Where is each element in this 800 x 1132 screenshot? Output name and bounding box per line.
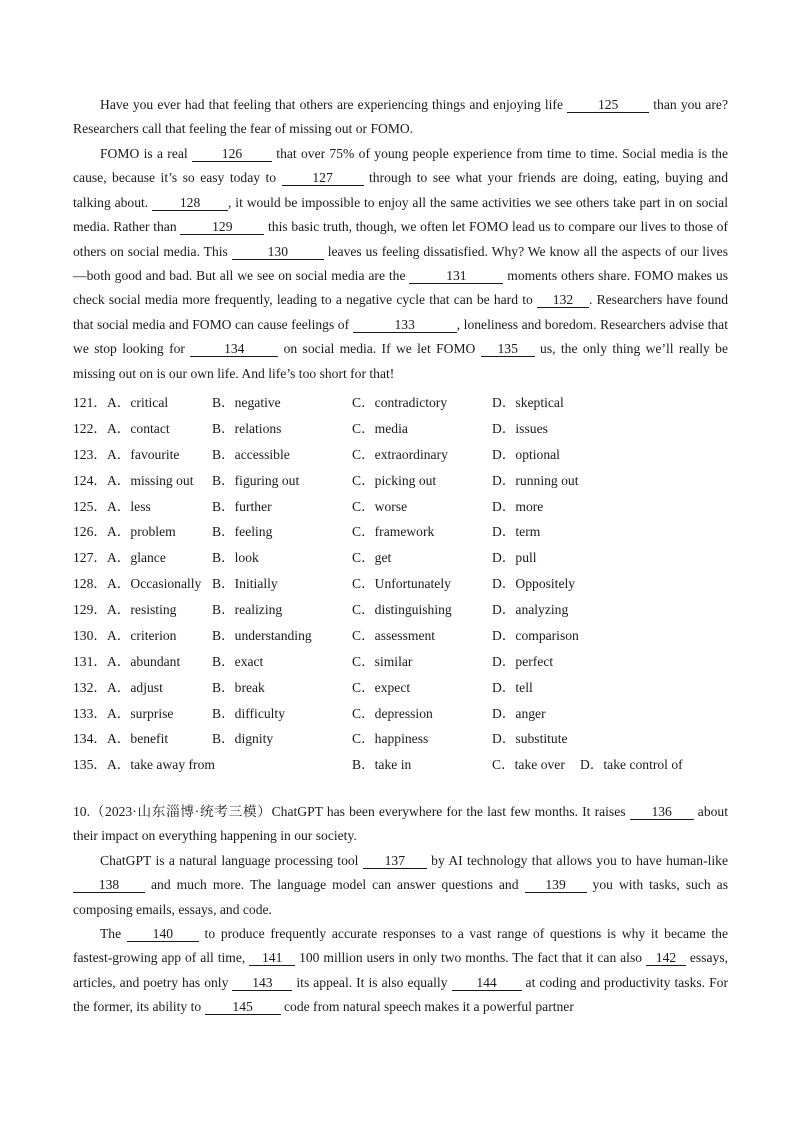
text: ChatGPT is a natural language processing tool: [100, 853, 363, 868]
option-c: C．distinguishing: [352, 602, 452, 617]
option-a: 121．A．critical: [73, 395, 169, 410]
option-a: 133．A．surprise: [73, 706, 174, 721]
question-121: [73, 391, 728, 411]
blank-137: 137: [363, 853, 427, 869]
blank-134: 134: [190, 341, 278, 357]
option-b: B．understanding: [212, 628, 312, 643]
option-b: B．look: [212, 550, 259, 565]
text: its appeal. It is also equally: [292, 974, 452, 990]
blank-140: 140: [127, 926, 199, 942]
text: that over 75% of young people experience from time to time. Social media is the cause, because it’s so easy today to: [73, 146, 728, 186]
option-d: D．Oppositely: [492, 576, 576, 591]
text: Have you ever had that feeling that others are experiencing things and enjoying life: [100, 97, 568, 112]
text: about their impact on everything happening in our society.: [73, 804, 728, 844]
option-c: C．assessment: [352, 628, 436, 643]
option-d: D．issues: [492, 421, 548, 436]
text: essays, articles, and poetry has only: [73, 950, 729, 990]
blank-139: 139: [525, 877, 587, 893]
question-124: [73, 469, 728, 489]
question-135: [73, 753, 728, 773]
text: to produce frequently accurate responses to a vast range of questions is why it became the fastest-growing app of all time,: [73, 926, 728, 966]
option-b: B．accessible: [212, 447, 290, 462]
text: 10.（2023·山东淄博·统考三模）ChatGPT has been everywhere for the last few months. It raises: [73, 804, 630, 819]
blank-130: 130: [232, 244, 324, 260]
blank-142: 142: [646, 950, 686, 966]
option-c: C．media: [352, 421, 408, 436]
passage1-paragraph2: [73, 142, 728, 386]
blank-136: 136: [630, 804, 694, 820]
blank-132: 132: [537, 292, 589, 308]
option-a: 130．A．criterion: [73, 628, 177, 643]
option-c: C．worse: [352, 499, 408, 514]
option-d: D．running out: [492, 473, 579, 488]
option-b: B．negative: [212, 395, 281, 410]
text: us, the only thing we’ll really be missing out on is our own life. And life’s too short for that!: [73, 341, 729, 381]
question-132: [73, 676, 728, 696]
option-a: 131．A．abundant: [73, 654, 181, 669]
blank-129: 129: [180, 219, 264, 235]
option-c: C．similar: [352, 654, 413, 669]
text: . Researchers have found that social media and FOMO can cause feelings of: [73, 292, 729, 332]
option-c: C．extraordinary: [352, 447, 448, 462]
text: FOMO is a real: [100, 146, 192, 161]
blank-125: 125: [567, 97, 649, 113]
question-122: [73, 417, 728, 437]
blank-133: 133: [353, 317, 457, 333]
passage2-paragraph2: [73, 849, 728, 922]
option-d: D．analyzing: [492, 602, 569, 617]
text: , it would be impossible to enjoy all the same activities we see others take part in on social media. Rather than: [73, 194, 728, 235]
option-a: 127．A．glance: [73, 550, 166, 565]
text: by AI technology that allows you to have human-like: [426, 853, 728, 868]
question-130: [73, 624, 728, 644]
blank-128: 128: [152, 195, 228, 211]
blank-126: 126: [192, 146, 272, 162]
option-b: B．relations: [212, 421, 282, 436]
text: , loneliness and boredom. Researchers advise that we stop looking for: [73, 316, 728, 357]
blank-144: 144: [452, 975, 522, 991]
option-a: 135．A．take away from: [73, 757, 215, 772]
option-a: 134．A．benefit: [73, 731, 169, 746]
text: this basic truth, though, we often let FOMO lead us to compare our lives to those of others on social media. This: [73, 219, 728, 259]
blank-131: 131: [409, 268, 503, 284]
text: leaves us feeling dissatisfied. Why? We know all the aspects of our lives—both good and bad. But all we see on social media are the: [73, 243, 728, 284]
question-134: [73, 727, 728, 747]
option-d: D．take control of: [580, 757, 683, 772]
option-b: B．further: [212, 499, 272, 514]
option-d: D．perfect: [492, 654, 554, 669]
option-b: B．exact: [212, 654, 264, 669]
passage2-intro: [73, 800, 728, 849]
option-c: C．expect: [352, 680, 411, 695]
question-133: [73, 702, 728, 722]
option-d: D．tell: [492, 680, 533, 695]
blank-127: 127: [282, 170, 364, 186]
question-125: [73, 495, 728, 515]
option-c: C．picking out: [352, 473, 437, 488]
option-d: D．anger: [492, 706, 546, 721]
option-a: 124．A．missing out: [73, 473, 194, 488]
text: on social media. If we let FOMO: [278, 341, 481, 357]
option-c: C．take over: [492, 757, 565, 772]
option-b: B．realizing: [212, 602, 283, 617]
blank-138: 138: [73, 877, 145, 893]
option-a: 129．A．resisting: [73, 602, 177, 617]
question-129: [73, 598, 728, 618]
question-131: [73, 650, 728, 670]
question-126: [73, 520, 728, 540]
option-b: B．break: [212, 680, 265, 695]
text: moments others share. FOMO makes us check social media more frequently, leading to a negative cycle that can be hard to: [73, 268, 728, 308]
option-d: D．skeptical: [492, 395, 564, 410]
option-c: C．get: [352, 550, 392, 565]
blank-143: 143: [232, 975, 292, 991]
option-a: 122．A．contact: [73, 421, 170, 436]
text: you with tasks, such as composing emails, essays, and code.: [73, 877, 728, 917]
option-b: B．difficulty: [212, 706, 285, 721]
passage1-paragraph1: [73, 93, 728, 142]
option-d: D．more: [492, 499, 544, 514]
option-c: C．happiness: [352, 731, 429, 746]
blank-141: 141: [249, 950, 295, 966]
option-d: D．comparison: [492, 628, 579, 643]
option-c: C．contradictory: [352, 395, 448, 410]
option-a: 125．A．less: [73, 499, 151, 514]
text: through to see what your friends are doing, eating, buying and talking about.: [73, 170, 728, 210]
text: 100 million users in only two months. The fact that it can also: [295, 950, 646, 966]
option-b: B．feeling: [212, 524, 273, 539]
option-b: B．figuring out: [212, 473, 300, 488]
option-c: C．depression: [352, 706, 433, 721]
option-d: D．term: [492, 524, 541, 539]
option-b: B．take in: [352, 757, 412, 772]
option-d: D．optional: [492, 447, 560, 462]
blank-145: 145: [205, 999, 281, 1015]
question-127: [73, 546, 728, 566]
option-a: 132．A．adjust: [73, 680, 163, 695]
option-d: D．pull: [492, 550, 537, 565]
question-123: [73, 443, 728, 463]
text: at coding and productivity tasks. For the former, its ability to: [73, 974, 728, 1015]
option-a: 128．A．Occasionally: [73, 576, 202, 591]
text: code from natural speech makes it a powerful partner: [280, 999, 574, 1015]
question-128: [73, 572, 728, 592]
option-d: D．substitute: [492, 731, 568, 746]
option-b: B．Initially: [212, 576, 278, 591]
option-c: C．Unfortunately: [352, 576, 451, 591]
passage2-paragraph3: [73, 922, 728, 1020]
text: than you are? Researchers call that feeling the fear of missing out or FOMO.: [73, 97, 728, 137]
option-a: 126．A．problem: [73, 524, 176, 539]
blank-135: 135: [481, 341, 535, 357]
option-a: 123．A．favourite: [73, 447, 180, 462]
text: and much more. The language model can answer questions and: [145, 877, 525, 893]
option-c: C．framework: [352, 524, 435, 539]
text: The: [100, 926, 127, 941]
option-b: B．dignity: [212, 731, 274, 746]
